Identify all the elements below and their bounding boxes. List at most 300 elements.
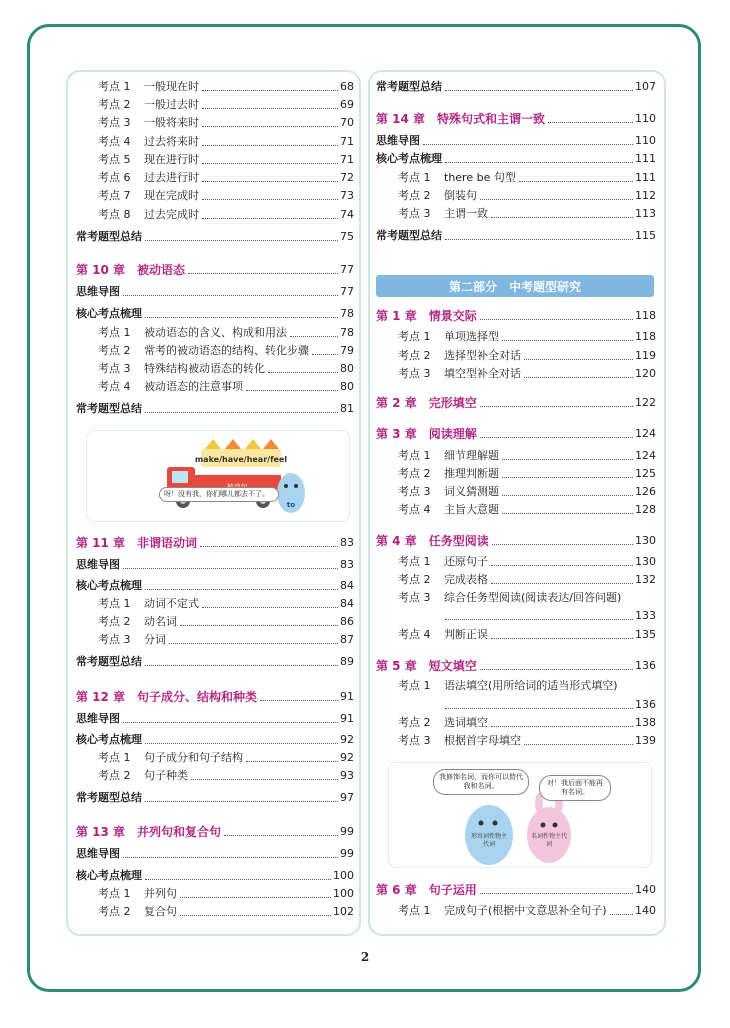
entry-title: 主谓一致 — [444, 207, 488, 220]
right-toc-entry — [442, 698, 656, 712]
kaodian-label: 考点 5 — [98, 153, 131, 166]
kaodian-label: 考点 1 — [398, 679, 431, 692]
right-toc-entry — [398, 679, 656, 693]
dot-leader — [169, 643, 338, 644]
kaodian-label: 考点 3 — [398, 734, 431, 747]
entry-text — [398, 591, 621, 605]
dot-leader — [246, 390, 338, 391]
chapter-title: 第 5 章 短文填空 — [376, 659, 477, 673]
chapter-title: 第 11 章 非谓语动词 — [76, 536, 198, 550]
page-ref: 102 — [333, 905, 354, 918]
kaodian-label: 考点 7 — [98, 189, 131, 202]
right-toc-entry — [376, 396, 656, 410]
page-ref: 132 — [635, 573, 656, 586]
kaodian-label: 考点 4 — [398, 503, 431, 516]
left-toc-entry — [98, 615, 354, 629]
page-ref: 87 — [340, 633, 354, 646]
kaodian-label: 考点 3 — [98, 633, 131, 646]
dot-leader — [519, 181, 633, 182]
left-toc-entry — [98, 98, 354, 112]
left-toc-entry — [98, 751, 354, 765]
page-ref: 139 — [635, 734, 656, 747]
entry-title: 判断正误 — [444, 628, 488, 641]
section-title: 常考题型总结 — [376, 80, 442, 93]
right-toc-entry — [398, 904, 656, 918]
blob-right-label: 名词性物主代词 — [531, 833, 568, 848]
chapter-title: 第 14 章 特殊句式和主谓一致 — [376, 112, 546, 126]
page-ref: 80 — [340, 380, 354, 393]
left-toc-entry — [98, 208, 354, 222]
left-toc-entry — [76, 733, 354, 747]
right-toc-entry — [376, 309, 656, 323]
kaodian-label: 考点 1 — [98, 326, 131, 339]
entry-text — [398, 485, 499, 499]
entry-title: 一般过去时 — [144, 98, 199, 111]
page-ref: 70 — [340, 116, 354, 129]
page-ref: 84 — [340, 579, 354, 592]
kaodian-label: 考点 2 — [398, 349, 431, 362]
dot-leader — [491, 583, 633, 584]
left-toc-entry — [76, 791, 354, 805]
dot-leader — [491, 638, 633, 639]
part-two-banner: 第二部分 中考题型研究 — [376, 275, 654, 297]
entry-title: 过去将来时 — [144, 135, 199, 148]
kaodian-label: 考点 1 — [398, 555, 431, 568]
dot-leader — [423, 144, 633, 145]
dot-leader — [188, 273, 338, 274]
page-ref: 78 — [340, 326, 354, 339]
entry-title: 并列句 — [144, 887, 177, 900]
pronoun-cartoon — [388, 762, 652, 868]
dot-leader — [123, 295, 338, 296]
page-ref: 83 — [340, 558, 354, 571]
entry-text — [98, 380, 243, 394]
page-number: 2 — [360, 950, 370, 964]
dot-leader — [268, 372, 338, 373]
entry-title: 综合任务型阅读(阅读表达/回答问题) — [444, 591, 622, 604]
section-title: 思维导图 — [76, 847, 120, 860]
page-ref: 126 — [635, 485, 656, 498]
entry-title: 句子种类 — [144, 769, 188, 782]
dot-leader — [524, 744, 633, 745]
page-ref: 69 — [340, 98, 354, 111]
section-title: 常考题型总结 — [76, 655, 142, 668]
right-toc-entry — [398, 716, 656, 730]
page-ref: 81 — [340, 402, 354, 415]
page-ref: 113 — [635, 207, 656, 220]
right-toc-entry — [398, 367, 656, 381]
page-ref: 112 — [635, 189, 656, 202]
entry-title: 特殊结构被动语态的转化 — [144, 362, 265, 375]
page-ref: 115 — [635, 229, 656, 242]
kaodian-label: 考点 2 — [398, 467, 431, 480]
entry-title: 被动语态的注意事项 — [144, 380, 243, 393]
dot-leader — [123, 722, 338, 723]
dot-leader — [145, 665, 338, 666]
entry-title: 被动语态的含义、构成和用法 — [144, 326, 287, 339]
dot-leader — [491, 726, 633, 727]
entry-title: 单项选择型 — [444, 330, 499, 343]
page-ref: 99 — [340, 847, 354, 860]
left-toc-entry — [98, 135, 354, 149]
dot-leader — [480, 893, 633, 894]
blob-left-label: 形容词性物主代词 — [471, 833, 508, 848]
page-ref: 110 — [635, 112, 656, 125]
page-ref: 118 — [635, 309, 656, 322]
page-ref: 68 — [340, 80, 354, 93]
page-ref: 92 — [340, 733, 354, 746]
right-toc-entry — [398, 207, 656, 221]
left-toc-entry — [98, 905, 354, 919]
left-toc-entry — [76, 230, 354, 244]
entry-title: 词义猜测题 — [444, 485, 499, 498]
speech-bubble-right: 对！我后面不能再有名词。 — [539, 775, 611, 801]
right-toc-entry — [398, 467, 656, 481]
kaodian-label: 考点 2 — [398, 573, 431, 586]
page-ref: 91 — [340, 712, 354, 725]
dot-leader — [480, 199, 633, 200]
dot-leader — [290, 336, 338, 337]
entry-text — [98, 189, 199, 203]
right-toc-entry — [398, 449, 656, 463]
left-toc-entry — [98, 116, 354, 130]
kaodian-label: 考点 1 — [398, 171, 431, 184]
entry-title: 一般将来时 — [144, 116, 199, 129]
page-ref: 118 — [635, 330, 656, 343]
page-ref: 110 — [635, 134, 656, 147]
kaodian-label: 考点 2 — [98, 769, 131, 782]
page-ref: 99 — [340, 825, 354, 838]
dot-leader — [200, 546, 338, 547]
entry-title: 分词 — [144, 633, 166, 646]
entry-title: 动词不定式 — [144, 597, 199, 610]
dot-leader — [445, 619, 633, 620]
right-toc-entry — [376, 112, 656, 126]
kaodian-label: 考点 1 — [398, 904, 431, 917]
page-ref: 74 — [340, 208, 354, 221]
page-ref: 100 — [333, 887, 354, 900]
page-ref: 100 — [333, 869, 354, 882]
left-toc-entry — [76, 536, 354, 550]
right-toc-entry — [398, 330, 656, 344]
dot-leader — [145, 317, 338, 318]
entry-title: 填空型补全对话 — [444, 367, 521, 380]
left-toc-entry — [76, 690, 354, 704]
entry-text — [398, 734, 521, 748]
right-toc-entry — [398, 591, 656, 605]
page-ref: 77 — [340, 263, 354, 276]
page-ref: 120 — [635, 367, 656, 380]
left-toc-entry — [76, 558, 354, 572]
section-title: 常考题型总结 — [76, 402, 142, 415]
left-toc-entry — [98, 769, 354, 783]
page-ref: 133 — [635, 609, 656, 622]
section-title: 思维导图 — [376, 134, 420, 147]
entry-text — [98, 171, 199, 185]
dot-leader — [145, 879, 331, 880]
left-toc-entry — [98, 380, 354, 394]
kaodian-label: 考点 1 — [398, 449, 431, 462]
dot-leader — [180, 915, 331, 916]
entry-title: 细节理解题 — [444, 449, 499, 462]
entry-text — [398, 171, 516, 185]
entry-text — [98, 116, 199, 130]
entry-text — [98, 344, 309, 358]
dot-leader — [123, 857, 338, 858]
entry-text — [98, 80, 199, 94]
page-ref: 138 — [635, 716, 656, 729]
kaodian-label: 考点 2 — [98, 615, 131, 628]
entry-title: 选择型补全对话 — [444, 349, 521, 362]
right-toc-entry — [398, 485, 656, 499]
section-title: 思维导图 — [76, 558, 120, 571]
entry-text — [98, 597, 199, 611]
right-toc-entry — [376, 134, 656, 148]
dot-leader — [445, 90, 633, 91]
section-title: 核心考点梳理 — [76, 579, 142, 592]
speech-bubble-left: 我修饰名词，而你可以替代我和名词。 — [433, 769, 529, 795]
dot-leader — [445, 162, 633, 163]
page-ref: 97 — [340, 791, 354, 804]
kaodian-label: 考点 1 — [98, 80, 131, 93]
section-title: 核心考点梳理 — [76, 733, 142, 746]
entry-text — [98, 615, 177, 629]
entry-title: 常考的被动语态的结构、转化步骤 — [144, 344, 309, 357]
dot-leader — [502, 513, 633, 514]
dot-leader — [492, 544, 633, 545]
entry-text — [98, 98, 199, 112]
dot-leader — [480, 669, 633, 670]
dot-leader — [524, 377, 633, 378]
dot-leader — [502, 459, 633, 460]
entry-title: 推理判断题 — [444, 467, 499, 480]
page-ref: 89 — [340, 655, 354, 668]
entry-title: 过去完成时 — [144, 208, 199, 221]
kaodian-label: 考点 2 — [98, 905, 131, 918]
left-toc-entry — [76, 869, 354, 883]
page-ref: 107 — [635, 80, 656, 93]
dot-leader — [145, 240, 338, 241]
page-ref: 119 — [635, 349, 656, 362]
dot-leader — [502, 495, 633, 496]
truck-cartoon — [86, 430, 350, 522]
page-ref: 130 — [635, 534, 656, 547]
left-toc-entry — [76, 307, 354, 321]
entry-text — [98, 326, 287, 340]
dot-leader — [145, 589, 338, 590]
entry-title: 还原句子 — [444, 555, 488, 568]
section-title: 常考题型总结 — [76, 791, 142, 804]
page-ref: 122 — [635, 396, 656, 409]
page-ref: 128 — [635, 503, 656, 516]
dot-leader — [202, 90, 338, 91]
entry-text — [398, 467, 499, 481]
right-toc-entry — [376, 659, 656, 673]
kaodian-label: 考点 3 — [398, 485, 431, 498]
page-ref: 80 — [340, 362, 354, 375]
right-toc-entry — [398, 349, 656, 363]
page-ref: 71 — [340, 135, 354, 148]
kaodian-label: 考点 1 — [398, 330, 431, 343]
entry-title: 主旨大意题 — [444, 503, 499, 516]
page-ref: 79 — [340, 344, 354, 357]
left-toc-entry — [98, 189, 354, 203]
dot-leader — [480, 319, 633, 320]
page-ref: 72 — [340, 171, 354, 184]
page-ref: 135 — [635, 628, 656, 641]
kaodian-label: 考点 2 — [398, 716, 431, 729]
kaodian-label: 考点 3 — [398, 591, 431, 604]
right-toc-entry — [398, 628, 656, 642]
entry-text — [398, 904, 607, 918]
dot-leader — [180, 897, 331, 898]
entry-text — [98, 135, 199, 149]
entry-text — [98, 751, 243, 765]
speech-bubble: 呀！没有我，你们哪儿都去不了。 — [159, 487, 279, 502]
section-title: 常考题型总结 — [76, 230, 142, 243]
page-ref: 78 — [340, 307, 354, 320]
dot-leader — [502, 477, 633, 478]
left-toc-entry — [76, 263, 354, 277]
chapter-title: 第 4 章 任务型阅读 — [376, 534, 489, 548]
kaodian-label: 考点 1 — [98, 751, 131, 764]
section-title: 核心考点梳理 — [76, 869, 142, 882]
dot-leader — [202, 218, 338, 219]
dot-leader — [491, 565, 633, 566]
chapter-title: 第 6 章 句子运用 — [376, 883, 477, 897]
dot-leader — [445, 239, 633, 240]
kaodian-label: 考点 4 — [398, 628, 431, 641]
entry-title: there be 句型 — [444, 171, 516, 184]
entry-text — [398, 628, 488, 642]
kaodian-label: 考点 2 — [98, 98, 131, 111]
entry-title: 选词填空 — [444, 716, 488, 729]
left-toc-entry — [76, 402, 354, 416]
chapter-title: 第 1 章 情景交际 — [376, 309, 477, 323]
kaodian-label: 考点 2 — [398, 189, 431, 202]
entry-title: 完成句子(根据中文意思补全句子) — [444, 904, 607, 917]
page-ref: 75 — [340, 230, 354, 243]
kaodian-label: 考点 4 — [98, 380, 131, 393]
entry-title: 一般现在时 — [144, 80, 199, 93]
kaodian-label: 考点 3 — [98, 116, 131, 129]
chapter-title: 第 10 章 被动语态 — [76, 263, 186, 277]
entry-text — [98, 153, 199, 167]
dot-leader — [202, 145, 338, 146]
section-title: 常考题型总结 — [376, 229, 442, 242]
kaodian-label: 考点 3 — [398, 367, 431, 380]
left-toc-entry — [98, 326, 354, 340]
blob-label: to — [286, 501, 296, 509]
dot-leader — [202, 607, 338, 608]
section-title: 核心考点梳理 — [376, 152, 442, 165]
entry-title: 倒装句 — [444, 189, 477, 202]
dot-leader — [491, 217, 633, 218]
page-ref: 130 — [635, 555, 656, 568]
entry-text — [398, 189, 477, 203]
left-toc-entry — [98, 80, 354, 94]
dot-leader — [480, 437, 633, 438]
right-toc-entry — [376, 427, 656, 441]
page-ref: 91 — [340, 690, 354, 703]
left-toc-entry — [76, 712, 354, 726]
entry-text — [398, 449, 499, 463]
page-ref: 71 — [340, 153, 354, 166]
left-toc-entry — [76, 847, 354, 861]
page-ref: 140 — [635, 883, 656, 896]
dot-leader — [445, 708, 633, 709]
page-ref: 86 — [340, 615, 354, 628]
page-ref: 140 — [635, 904, 656, 917]
page-ref: 77 — [340, 285, 354, 298]
left-toc-entry — [98, 597, 354, 611]
page-ref: 124 — [635, 449, 656, 462]
entry-text — [398, 555, 488, 569]
left-toc-entry — [98, 171, 354, 185]
chapter-title: 第 13 章 并列句和复合句 — [76, 825, 222, 839]
entry-text — [98, 633, 166, 647]
left-toc-entry — [76, 285, 354, 299]
right-toc-entry — [398, 573, 656, 587]
dot-leader — [202, 126, 338, 127]
entry-title: 句子成分和句子结构 — [144, 751, 243, 764]
left-toc-entry — [98, 887, 354, 901]
section-title: 思维导图 — [76, 712, 120, 725]
section-title: 核心考点梳理 — [76, 307, 142, 320]
dot-leader — [145, 743, 338, 744]
page-ref: 73 — [340, 189, 354, 202]
entry-text — [398, 679, 618, 693]
right-toc-entry — [376, 152, 656, 166]
dot-leader — [202, 163, 338, 164]
right-toc-entry — [398, 734, 656, 748]
kaodian-label: 考点 2 — [98, 344, 131, 357]
chapter-title: 第 3 章 阅读理解 — [376, 427, 477, 441]
kaodian-label: 考点 6 — [98, 171, 131, 184]
entry-title: 语法填空(用所给词的适当形式填空) — [444, 679, 618, 692]
page-ref: 92 — [340, 751, 354, 764]
entry-text — [398, 503, 499, 517]
dot-leader — [548, 122, 633, 123]
left-toc-entry — [76, 825, 354, 839]
entry-text — [398, 367, 521, 381]
dot-leader — [191, 779, 338, 780]
right-toc-entry — [376, 534, 656, 548]
dot-leader — [502, 340, 633, 341]
dot-leader — [145, 412, 338, 413]
dot-leader — [202, 108, 338, 109]
left-toc-entry — [76, 655, 354, 669]
entry-title: 现在完成时 — [144, 189, 199, 202]
entry-title: 复合句 — [144, 905, 177, 918]
kaodian-label: 考点 1 — [98, 597, 131, 610]
left-toc-entry — [98, 633, 354, 647]
dot-leader — [246, 761, 338, 762]
entry-title: 过去进行时 — [144, 171, 199, 184]
kaodian-label: 考点 1 — [98, 887, 131, 900]
dot-leader — [180, 625, 338, 626]
dot-leader — [260, 700, 338, 701]
dot-leader — [480, 406, 633, 407]
entry-text — [98, 905, 177, 919]
page-ref: 136 — [635, 698, 656, 711]
kaodian-label: 考点 3 — [98, 362, 131, 375]
right-toc-entry — [442, 609, 656, 623]
page-ref: 83 — [340, 536, 354, 549]
page-ref: 125 — [635, 467, 656, 480]
right-toc-entry — [376, 80, 656, 94]
page-ref: 84 — [340, 597, 354, 610]
